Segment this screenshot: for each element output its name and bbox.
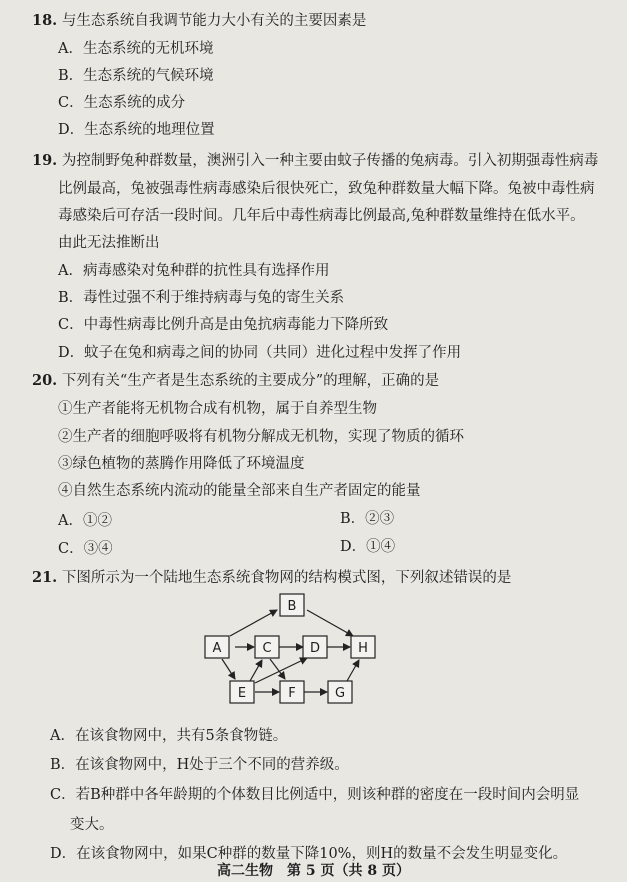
- q21-option-c: C．若B种群中各年龄期的个体数目比例适中，则该种群的密度在一段时间内会明显: [50, 787, 580, 803]
- edge-a-b: [230, 610, 277, 636]
- edge-e-d: [255, 658, 307, 683]
- question-19-number: 19.: [32, 152, 58, 169]
- page-footer: 高二生物 第 5 页（共 8 页）: [217, 863, 410, 879]
- question-19-stem: [32, 152, 598, 170]
- q20-statement-1: ①生产者能将无机物合成有机物，属于自养型生物: [58, 401, 377, 417]
- q18-option-c: C．生态系统的成分: [58, 95, 186, 111]
- edge-b-h: [307, 610, 353, 636]
- edge-e-c: [250, 660, 262, 681]
- question-19-line-1: 为控制野兔种群数量，澳洲引入一种主要由蚊子传播的兔病毒。引入初期强毒性病毒: [61, 153, 599, 169]
- q21-option-d: D．在该食物网中，如果C种群的数量下降10%，则H的数量不会发生明显变化。: [50, 846, 568, 862]
- node-label-g: G: [334, 686, 346, 701]
- question-19-line-4: 由此无法推断出: [58, 235, 160, 251]
- node-label-e: E: [237, 686, 247, 701]
- question-20-number: 20.: [32, 372, 58, 389]
- question-19-line-2: 比例最高，兔被强毒性病毒感染后很快死亡，致兔种群数量大幅下降。兔被中毒性病: [58, 181, 595, 197]
- question-18-text: 与生态系统自我调节能力大小有关的主要因素是: [61, 13, 367, 29]
- question-20-stem: [32, 372, 439, 390]
- question-21-number: 21.: [32, 569, 58, 586]
- question-21-stem: [32, 569, 511, 587]
- q20-option-d: D．①④: [340, 539, 396, 555]
- q21-option-a: A．在该食物网中，共有5条食物链。: [50, 728, 288, 744]
- node-label-h: H: [358, 641, 368, 656]
- q21-option-c-continued: 变大。: [70, 817, 114, 833]
- q19-option-a: A．病毒感染对兔种群的抗性具有选择作用: [58, 263, 330, 279]
- question-21-text: 下图所示为一个陆地生态系统食物网的结构模式图，下列叙述错误的是: [61, 570, 512, 586]
- node-label-f: F: [288, 686, 296, 701]
- q20-option-c: C．③④: [58, 541, 113, 557]
- q19-option-c: C．中毒性病毒比例升高是由兔抗病毒能力下降所致: [58, 317, 389, 333]
- question-20-text: 下列有关“生产者是生态系统的主要成分”的理解，正确的是: [61, 373, 440, 389]
- question-19-line-3: 毒感染后可存活一段时间。几年后中毒性病毒比例最高,兔种群数量维持在低水平。: [58, 208, 585, 224]
- q20-statement-4: ④自然生态系统内流动的能量全部来自生产者固定的能量: [58, 483, 421, 499]
- q20-option-b: B．②③: [340, 511, 395, 527]
- q18-option-d: D．生态系统的地理位置: [58, 122, 215, 138]
- q18-option-a: A．生态系统的无机环境: [58, 41, 214, 57]
- edge-g-h: [347, 660, 359, 681]
- q19-option-b: B．毒性过强不利于维持病毒与兔的寄生关系: [58, 290, 345, 306]
- question-18-number: 18.: [32, 12, 58, 29]
- question-18-stem: [32, 12, 366, 30]
- edge-a-e: [222, 659, 235, 679]
- q20-statement-3: ③绿色植物的蒸腾作用降低了环境温度: [58, 456, 305, 472]
- node-label-c: C: [262, 641, 272, 656]
- q19-option-d: D．蚊子在兔和病毒之间的协同（共同）进化过程中发挥了作用: [58, 345, 462, 361]
- q20-statement-2: ②生产者的细胞呼吸将有机物分解成无机物，实现了物质的循环: [58, 429, 464, 445]
- node-label-b: B: [287, 599, 297, 614]
- q20-option-a: A．①②: [58, 513, 112, 529]
- q21-option-b: B．在该食物网中，H处于三个不同的营养级。: [50, 757, 349, 773]
- q18-option-b: B．生态系统的气候环境: [58, 68, 214, 84]
- node-label-d: D: [309, 641, 321, 656]
- food-web-diagram: [195, 588, 395, 713]
- node-label-a: A: [212, 641, 222, 656]
